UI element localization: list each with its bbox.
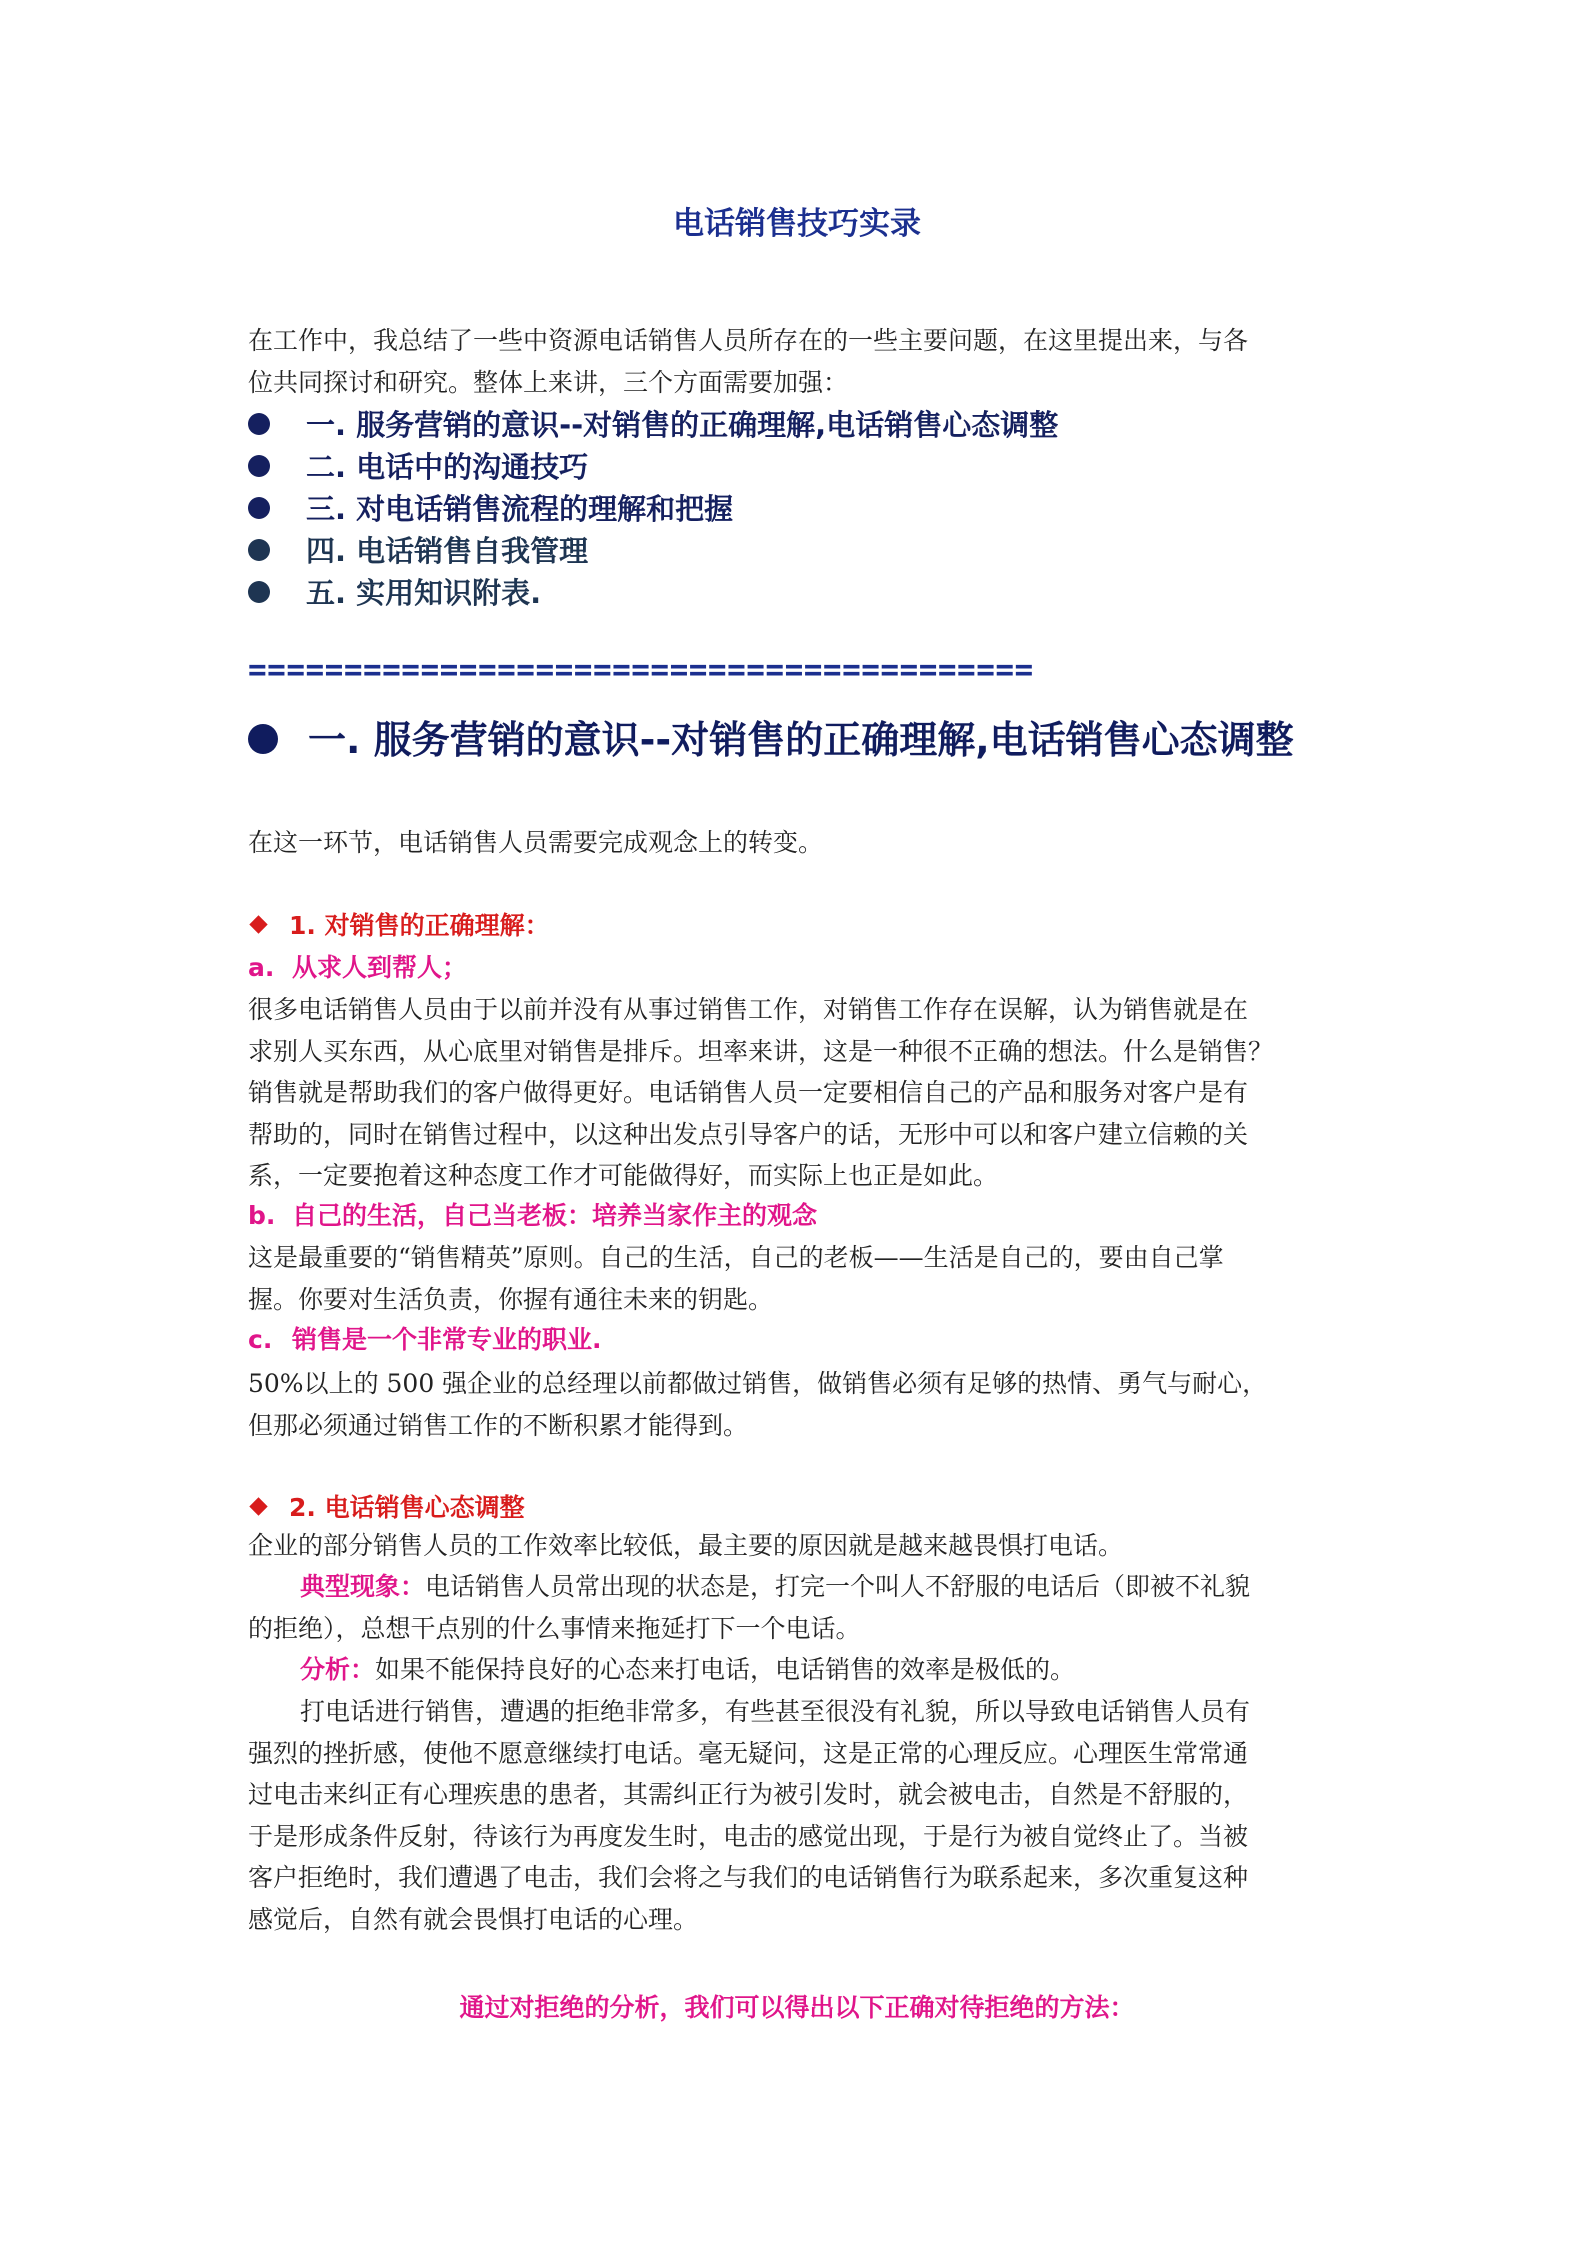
paragraph-line: 客户拒绝时，我们遭遇了电击，我们会将之与我们的电话销售行为联系起来，多次重复这种	[248, 1863, 1249, 1892]
paragraph-c	[248, 1363, 1358, 1446]
section-divider: =========================================	[248, 652, 1034, 688]
paragraph-line: 这是最重要的“销售精英”原则。自己的生活，自己的老板——生活是自己的，要由自己掌	[248, 1243, 1224, 1272]
intro-line: 在工作中，我总结了一些中资源电话销售人员所存在的一些主要问题，在这里提出来，与各	[248, 326, 1249, 355]
paragraph-line: 握。你要对生活负责，你握有通往未来的钥匙。	[248, 1284, 774, 1314]
paragraph-line: 过电击来纠正有心理疾患的患者，其需纠正行为被引发时，就会被电击，自然是不舒服的，	[248, 1780, 1249, 1809]
paragraph-line: 帮助的，同时在销售过程中，以这种出发点引导客户的话，无形中可以和客户建立信赖的关	[248, 1119, 1249, 1149]
bullet-icon	[248, 581, 270, 603]
subheading-b	[248, 1196, 817, 1236]
bullet-icon	[248, 455, 270, 477]
toc-label: 一. 服务营销的意识--对销售的正确理解,电话销售心态调整	[306, 408, 1059, 442]
part2-line: 企业的部分销售人员的工作效率比较低，最主要的原因就是越来越畏惧打电话。	[248, 1531, 1124, 1560]
subheading-letter: a.	[248, 953, 275, 982]
explanation-paragraph	[248, 1691, 1358, 1940]
toc-label: 二. 电话中的沟通技巧	[306, 450, 589, 484]
subheading-title: 销售是一个非常专业的职业.	[292, 1325, 602, 1354]
paragraph-line: 于是形成条件反射，待该行为再度发生时，电击的感觉出现，于是行为被自觉终止了。当被	[248, 1821, 1249, 1851]
bullet-icon	[248, 413, 270, 435]
subheading-letter: c.	[248, 1325, 273, 1354]
phenomenon-paragraph	[248, 1566, 1358, 1649]
document-title: 电话销售技巧实录	[673, 206, 921, 242]
paragraph-line: 求别人买东西，从心底里对销售是排斥。坦率来讲，这是一种很不正确的想法。什么是销售？	[248, 1036, 1274, 1066]
paragraph-line: 的拒绝），总想干点别的什么事情来拖延打下一个电话。	[248, 1613, 861, 1643]
paragraph-a	[248, 989, 1358, 1197]
toc-item-1	[248, 404, 1058, 446]
part2-heading	[248, 1488, 525, 1528]
phenomenon-label: 典型现象：	[300, 1572, 426, 1601]
toc-item-5	[248, 572, 541, 614]
bullet-icon	[248, 724, 278, 754]
paragraph-line	[248, 1649, 1358, 1691]
section-heading-text: 一. 服务营销的意识--对销售的正确理解,电话销售心态调整	[308, 718, 1294, 762]
toc-label: 三. 对电话销售流程的理解和把握	[306, 492, 734, 526]
toc-item-3	[248, 488, 733, 530]
section-intro: 在这一环节，电话销售人员需要完成观念上的转变。	[248, 828, 824, 857]
paragraph-line: 感觉后，自然有就会畏惧打电话的心理。	[248, 1904, 699, 1934]
paragraph-line: 强烈的挫折感，使他不愿意继续打电话。毫无疑问，这是正常的心理反应。心理医生常常通	[248, 1738, 1249, 1768]
toc-item-2	[248, 446, 588, 488]
analysis-label: 分析：	[300, 1655, 376, 1684]
toc-label: 五. 实用知识附表.	[306, 576, 542, 610]
paragraph-line: 但那必须通过销售工作的不断积累才能得到。	[248, 1410, 749, 1440]
intro-paragraph	[248, 320, 1358, 403]
paragraph-line: 50%以上的 500 强企业的总经理以前都做过销售，做销售必须有足够的热情、勇气与耐心，	[248, 1369, 1268, 1398]
subheading-a	[248, 948, 467, 988]
toc-item-4	[248, 530, 588, 572]
part2-heading-text: 2. 电话销售心态调整	[289, 1493, 525, 1522]
diamond-bullet-icon	[249, 1497, 267, 1515]
bullet-icon	[248, 539, 270, 561]
paragraph-line	[248, 1566, 1358, 1608]
intro-line: 位共同探讨和研究。整体上来讲，三个方面需要加强：	[248, 367, 849, 397]
paragraph-b	[248, 1237, 1358, 1320]
diamond-bullet-icon	[249, 915, 267, 933]
phenomenon-text: 电话销售人员常出现的状态是，打完一个叫人不舒服的电话后（即被不礼貌	[425, 1572, 1251, 1601]
subheading-letter: b.	[248, 1201, 276, 1230]
closing-heading: 通过对拒绝的分析，我们可以得出以下正确对待拒绝的方法：	[459, 1993, 1135, 2022]
analysis-paragraph	[248, 1649, 1358, 1691]
part1-heading	[248, 906, 550, 946]
toc-label: 四. 电话销售自我管理	[306, 534, 589, 568]
subheading-c	[248, 1320, 602, 1360]
subheading-title: 自己的生活，自己当老板：培养当家作主的观念	[292, 1201, 818, 1230]
paragraph-line: 销售就是帮助我们的客户做得更好。电话销售人员一定要相信自己的产品和服务对客户是有	[248, 1078, 1249, 1107]
bullet-icon	[248, 497, 270, 519]
subheading-title: 从求人到帮人；	[292, 953, 468, 982]
paragraph-line: 系，一定要抱着这种态度工作才可能做得好，而实际上也正是如此。	[248, 1161, 999, 1190]
part1-heading-text: 1. 对销售的正确理解：	[289, 911, 550, 940]
section-heading	[248, 712, 1294, 768]
paragraph-line: 很多电话销售人员由于以前并没有从事过销售工作，对销售工作存在误解，认为销售就是在	[248, 995, 1249, 1024]
paragraph-line: 打电话进行销售，遭遇的拒绝非常多，有些甚至很没有礼貌，所以导致电话销售人员有	[300, 1697, 1251, 1726]
analysis-text: 如果不能保持良好的心态来打电话，电话销售的效率是极低的。	[375, 1655, 1076, 1684]
